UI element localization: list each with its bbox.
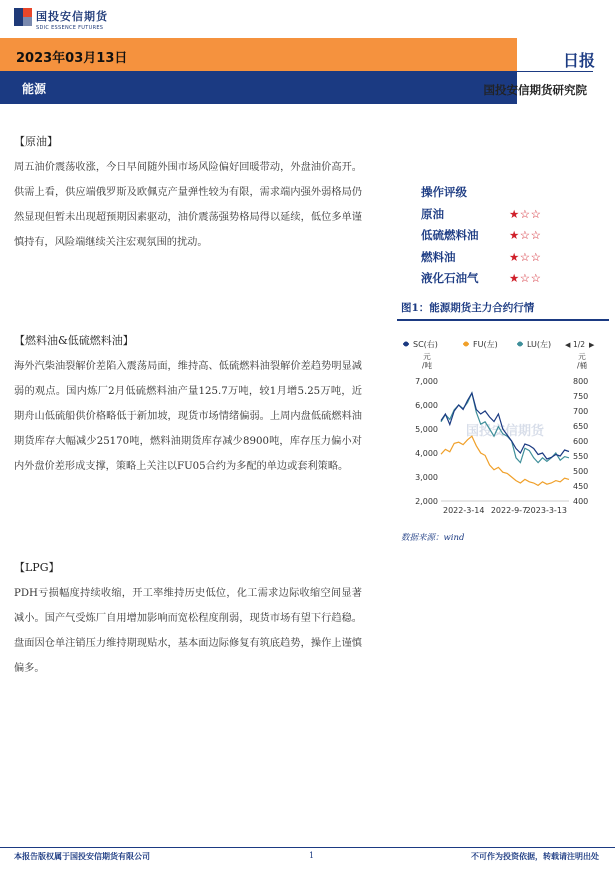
right-axis-unit: /桶 bbox=[576, 361, 588, 370]
section-body: 海外汽柴油裂解价差陷入震荡局面，维持高、低硫燃料油裂解价差趋势明显减弱的观点。国内炼厂2月低硫燃料油产量125.7万吨，较1月增5.25万吨，近期舟山低硫船供价格略低于新加坡，现货市场情绪偏弱。上周内盘低硫燃料油期货库存大幅减少25170吨，燃料油期货库存减少8900吨，库存压力偏小对内外盘价差形成支撑，策略上关注以FU05合约为多配的单边或套利策略。 bbox=[14, 361, 362, 472]
left-tick-label: 4,000 bbox=[415, 449, 438, 458]
legend-pager: 1/2 bbox=[573, 340, 586, 349]
rating-row bbox=[421, 268, 541, 290]
rating-title: 操作评级 bbox=[421, 185, 467, 199]
figure-divider bbox=[397, 319, 609, 321]
figure-source: 数据来源：wind bbox=[401, 533, 465, 543]
logo-english-name: SDIC ESSENCE FUTURES bbox=[36, 25, 104, 31]
legend-marker bbox=[518, 342, 523, 347]
left-tick-label: 2,000 bbox=[415, 497, 438, 506]
figure-title: 图1：能源期货主力合约行情 bbox=[401, 302, 535, 314]
x-tick-label: 2022-9-7 bbox=[490, 506, 528, 515]
footer-divider bbox=[0, 847, 615, 848]
right-tick-label: 800 bbox=[573, 377, 589, 386]
left-axis-unit: 元 bbox=[423, 352, 431, 361]
rating-name: 燃料油 bbox=[421, 249, 456, 264]
logo-mark-icon bbox=[14, 8, 32, 26]
x-tick-label: 2023-3-13 bbox=[525, 506, 567, 515]
legend-label: FU(左) bbox=[473, 340, 498, 349]
rating-row bbox=[421, 247, 541, 269]
chart-watermark: 国投安信期货 bbox=[465, 424, 545, 439]
section-name: 能源 bbox=[22, 82, 47, 96]
legend-pager-prev-icon: ◀ bbox=[565, 341, 571, 349]
date-bar bbox=[0, 38, 517, 71]
rating-row bbox=[421, 204, 541, 226]
legend-label: SC(右) bbox=[413, 340, 438, 349]
right-tick-label: 750 bbox=[573, 392, 589, 401]
left-tick-label: 6,000 bbox=[415, 401, 438, 410]
rating-name: 低硫燃料油 bbox=[421, 228, 479, 242]
header-divider bbox=[384, 71, 593, 72]
rating-row bbox=[421, 225, 541, 247]
rating-name: 原油 bbox=[421, 206, 444, 221]
section-title: 【燃料油&低硫燃料油】 bbox=[14, 334, 134, 347]
series-line-fu bbox=[441, 436, 569, 485]
section-crude-oil bbox=[14, 133, 362, 255]
operation-rating bbox=[421, 182, 541, 290]
report-date: 2023年03月13日 bbox=[16, 51, 128, 66]
section-title: 【原油】 bbox=[14, 135, 58, 148]
company-logo bbox=[14, 8, 108, 31]
left-axis-unit: /吨 bbox=[421, 361, 433, 370]
right-tick-label: 700 bbox=[573, 407, 589, 416]
section-lpg bbox=[14, 559, 362, 681]
section-title: 【LPG】 bbox=[14, 561, 60, 574]
legend-label: LU(左) bbox=[527, 340, 552, 349]
right-tick-label: 400 bbox=[573, 497, 589, 506]
report-type: 日报 bbox=[562, 51, 595, 70]
institute-name: 国投安信期货研究院 bbox=[483, 83, 587, 97]
right-tick-label: 550 bbox=[573, 452, 589, 461]
rating-stars: ★☆☆ bbox=[509, 249, 542, 264]
rating-stars: ★☆☆ bbox=[509, 271, 542, 285]
right-tick-label: 650 bbox=[573, 422, 589, 431]
energy-futures-chart bbox=[397, 335, 609, 527]
section-bar bbox=[0, 71, 517, 104]
page-number: 1 bbox=[309, 851, 315, 860]
section-fuel-oil bbox=[14, 332, 362, 479]
right-axis-unit: 元 bbox=[578, 352, 586, 361]
left-tick-label: 7,000 bbox=[415, 377, 438, 386]
x-tick-label: 2022-3-14 bbox=[443, 506, 485, 515]
rating-name: 液化石油气 bbox=[421, 271, 479, 285]
right-tick-label: 500 bbox=[573, 467, 589, 476]
legend-marker bbox=[464, 342, 469, 347]
right-tick-label: 450 bbox=[573, 482, 589, 491]
right-tick-label: 600 bbox=[573, 437, 589, 446]
section-body: PDH亏损幅度持续收缩，开工率维持历史低位，化工需求边际收缩空间显著减小。国产气受炼厂自用增加影响而宽松程度削弱，现货市场有望下行趋稳。盘面因仓单注销压力维持期现贴水，基本面边际修复有筑底趋势，操作上谨慎偏多。 bbox=[14, 588, 362, 674]
rating-stars: ★☆☆ bbox=[509, 206, 542, 221]
legend-marker bbox=[404, 342, 409, 347]
rating-stars: ★☆☆ bbox=[509, 228, 542, 242]
section-body: 周五油价震荡收涨，今日早间随外围市场风险偏好回暖带动，外盘油价高开。供需上看，供应端俄罗斯及欧佩克产量弹性较为有限，需求端内强外弱格局仍然显现但暂未出现超预期因素驱动，油价震荡强势格局得以延续，低位多单谨慎持有，风险端继续关注宏观氛围的扰动。 bbox=[14, 162, 362, 248]
left-tick-label: 5,000 bbox=[415, 425, 438, 434]
footer-disclaimer: 不可作为投资依据，转载请注明出处 bbox=[471, 851, 599, 861]
legend-pager-next-icon: ▶ bbox=[589, 341, 595, 349]
footer-copyright: 本报告版权属于国投安信期货有限公司 bbox=[14, 851, 150, 861]
logo-name: 国投安信期货 bbox=[36, 10, 108, 23]
left-tick-label: 3,000 bbox=[415, 473, 438, 482]
